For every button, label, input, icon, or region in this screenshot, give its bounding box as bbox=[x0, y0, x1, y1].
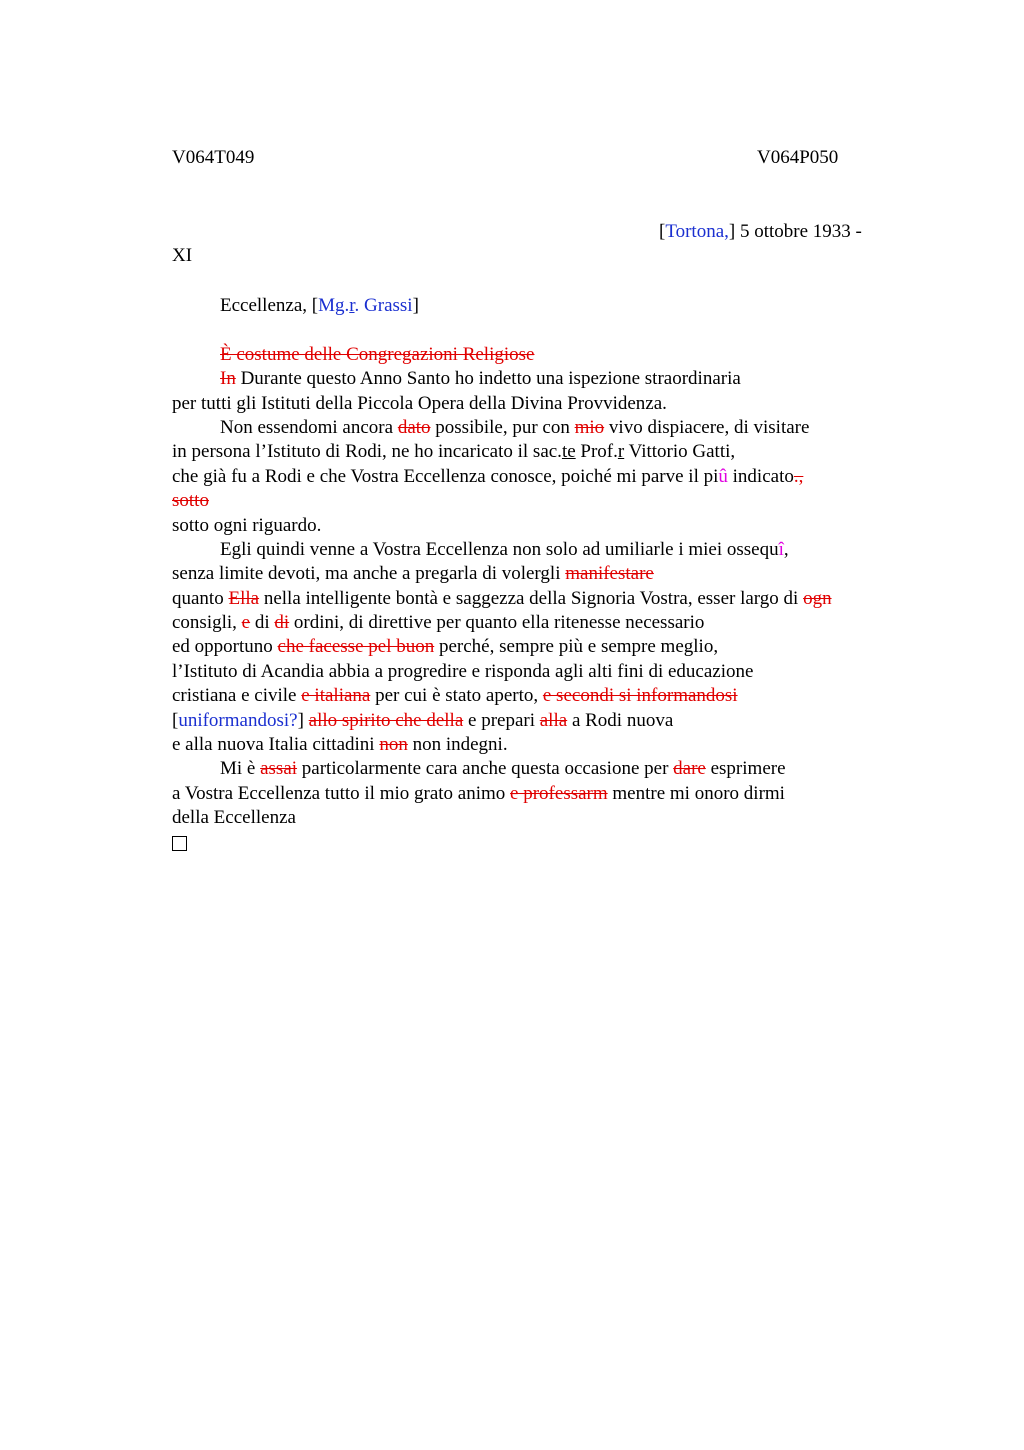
text: per tutti gli Istituti della Piccola Opera della Divina Provvidenza. bbox=[172, 392, 667, 414]
text: vivo dispiacere, di visitare bbox=[604, 416, 810, 438]
abbreviation-superscript: te bbox=[561, 441, 576, 463]
deletion: È costume delle Congregazioni Religiose bbox=[220, 343, 535, 365]
deletion: dare bbox=[673, 758, 706, 780]
text: esprimere bbox=[705, 758, 786, 780]
text-line bbox=[172, 635, 892, 659]
text: indicato bbox=[727, 465, 794, 487]
text: sotto ogni riguardo. bbox=[172, 514, 322, 536]
bracket: [ bbox=[659, 221, 666, 242]
text: l’Istituto di Acandia abbia a progredire e risponda agli alti fini di educazione bbox=[172, 660, 754, 682]
text-line bbox=[172, 806, 892, 830]
deletion: ogn bbox=[803, 587, 832, 609]
text: , bbox=[783, 538, 789, 560]
deletion: non bbox=[379, 734, 408, 756]
text-line bbox=[172, 684, 892, 708]
text-line bbox=[172, 562, 892, 586]
bracket: ] bbox=[412, 295, 419, 316]
salutation bbox=[172, 294, 892, 318]
text: Egli quindi venne a Vostra Eccellenza non solo ad umiliarle i miei ossequ bbox=[220, 538, 779, 560]
text-line bbox=[172, 367, 892, 391]
text: perché, sempre più e sempre meglio, bbox=[434, 636, 719, 658]
deletion: assai bbox=[260, 758, 298, 780]
recipient-name bbox=[318, 295, 413, 316]
uncertain-reading: î bbox=[778, 538, 784, 560]
deletion: allo spirito che della bbox=[308, 709, 464, 731]
salutation-text: Eccellenza, [ bbox=[220, 295, 319, 316]
text: cristiana e civile bbox=[172, 685, 302, 707]
text: ed opportuno bbox=[172, 636, 278, 658]
dateline bbox=[659, 221, 862, 243]
deletion: di bbox=[274, 612, 290, 634]
closing-text: della Eccellenza bbox=[172, 807, 296, 829]
text: a Rodi nuova bbox=[567, 709, 674, 731]
text: di bbox=[250, 612, 275, 634]
deletion: e professarm bbox=[510, 782, 608, 804]
document-code-left: V064T049 bbox=[172, 147, 255, 168]
text-line bbox=[172, 440, 892, 464]
text: per cui è stato aperto, bbox=[370, 685, 543, 707]
text: mentre mi onoro dirmi bbox=[607, 782, 785, 804]
deletion: In bbox=[220, 368, 236, 390]
text-line bbox=[172, 782, 892, 806]
text: nella intelligente bontà e saggezza della Signoria Vostra, esser largo di bbox=[259, 587, 804, 609]
deletion: e bbox=[241, 612, 251, 634]
text: quanto bbox=[172, 587, 229, 609]
text: Non essendomi ancora bbox=[220, 416, 398, 438]
deletion: dato bbox=[397, 416, 431, 438]
deletion: sotto bbox=[172, 490, 209, 512]
text: Mi è bbox=[220, 758, 261, 780]
text: e prepari bbox=[463, 709, 540, 731]
recipient-title-superscript: r bbox=[349, 295, 355, 316]
text-line bbox=[172, 733, 892, 757]
text-line bbox=[172, 514, 892, 538]
deletion: ., bbox=[793, 465, 804, 487]
text-line bbox=[172, 709, 892, 733]
text-line bbox=[172, 660, 892, 684]
abbreviation-superscript: r bbox=[617, 441, 625, 463]
text: possibile, pur con bbox=[430, 416, 575, 438]
text-line bbox=[172, 392, 892, 416]
blank-line bbox=[172, 318, 892, 342]
text-line bbox=[172, 831, 892, 855]
deletion: e secondi si informandosi bbox=[542, 685, 738, 707]
text: non indegni. bbox=[407, 734, 508, 756]
text: senza limite devoti, ma anche a pregarla di volergli bbox=[172, 563, 566, 585]
editorial-conjecture: uniformandosi? bbox=[178, 709, 298, 731]
bracket: [ bbox=[172, 709, 179, 731]
text: Prof. bbox=[575, 441, 618, 463]
deletion: alla bbox=[539, 709, 568, 731]
deletion: Ella bbox=[228, 587, 260, 609]
text: Vittorio Gatti, bbox=[624, 441, 736, 463]
document-code-right: V064P050 bbox=[757, 147, 839, 168]
deletion: mio bbox=[574, 416, 605, 438]
place-name: Tortona, bbox=[665, 221, 729, 242]
text: Durante questo Anno Santo ho indetto una ispezione straordinaria bbox=[235, 368, 741, 390]
text-line bbox=[172, 465, 892, 489]
text: ordini, di direttive per quanto ella ritenesse necessario bbox=[289, 612, 705, 634]
text-line bbox=[172, 587, 892, 611]
recipient-surname: . Grassi bbox=[354, 295, 413, 316]
text-line bbox=[172, 343, 892, 367]
deletion: manifestare bbox=[565, 563, 654, 585]
text-line bbox=[172, 611, 892, 635]
text: che già fu a Rodi e che Vostra Eccellenza conosce, poiché mi parve il pi bbox=[172, 465, 719, 487]
text-line bbox=[172, 489, 892, 513]
text-line bbox=[172, 538, 892, 562]
letter-body bbox=[172, 294, 892, 855]
date-text: ] 5 ottobre 1933 - bbox=[728, 221, 862, 242]
text: in persona l’Istituto di Rodi, ne ho incaricato il sac. bbox=[172, 441, 562, 463]
text: e alla nuova Italia cittadini bbox=[172, 734, 380, 756]
recipient-title: Mg. bbox=[318, 295, 350, 316]
deletion: che facesse pel buon bbox=[277, 636, 435, 658]
fascist-era-year: XI bbox=[172, 245, 193, 266]
deletion: e italiana bbox=[301, 685, 371, 707]
text: a Vostra Eccellenza tutto il mio grato animo bbox=[172, 782, 511, 804]
square-placeholder-icon bbox=[172, 836, 187, 851]
text: particolarmente cara anche questa occasione per bbox=[297, 758, 674, 780]
text-line bbox=[172, 757, 892, 781]
text-line bbox=[172, 416, 892, 440]
uncertain-reading: û bbox=[718, 465, 728, 487]
text: consigli, bbox=[172, 612, 242, 634]
bracket: ] bbox=[297, 709, 304, 731]
